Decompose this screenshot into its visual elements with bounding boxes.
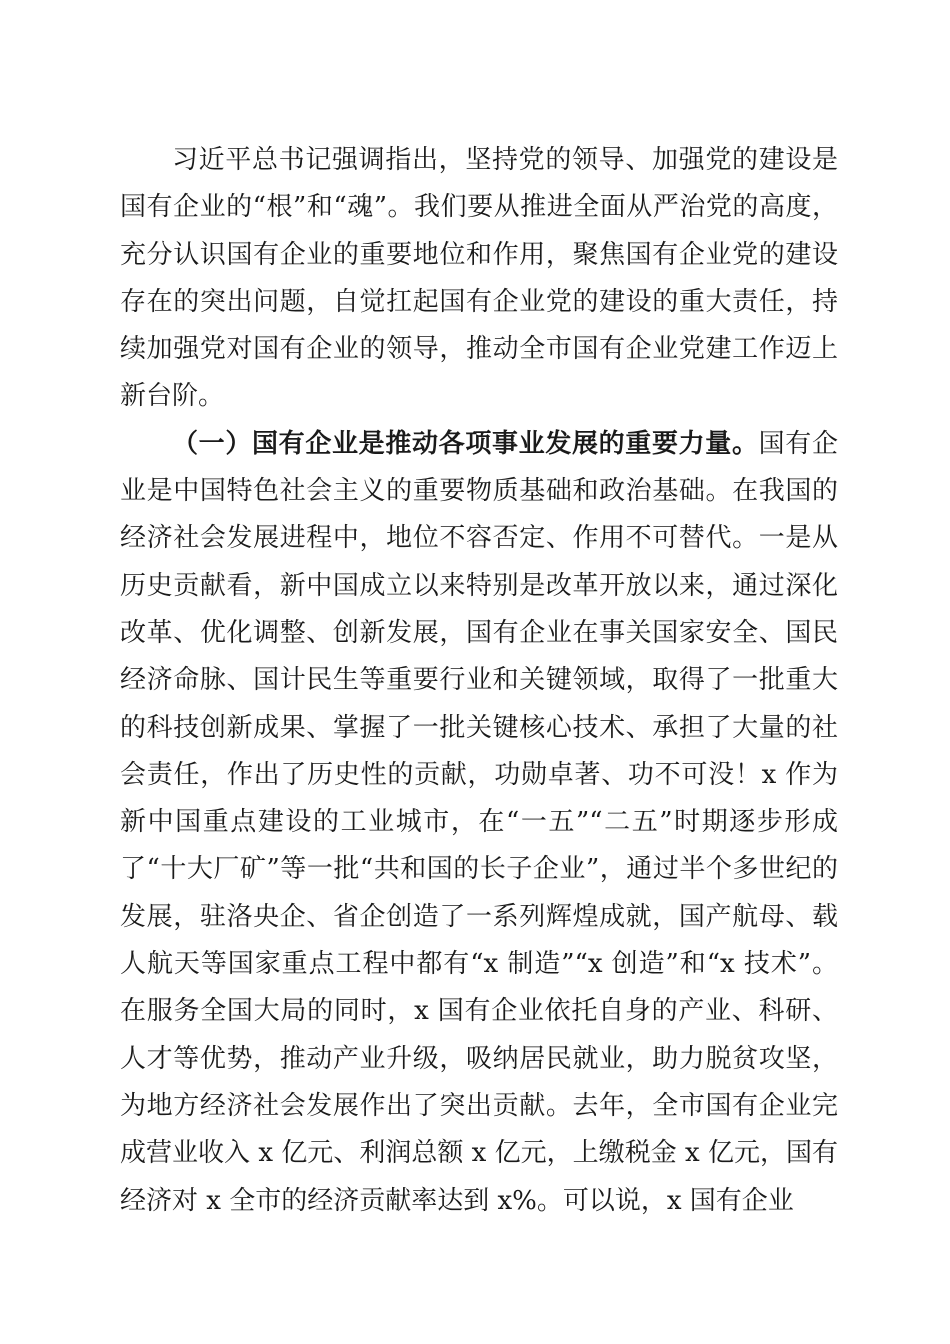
- section-1-body: 国有企业是中国特色社会主义的重要物质基础和政治基础。在我国的经济社会发展进程中，地位不容否定、作用不可替代。一是从历史贡献看，新中国成立以来特别是改革开放以来，通过深化改革、优化调整、创新发展，国有企业在事关国家安全、国民经济命脉、国计民生等重要行业和关键领域，取得了一批重大的科技创新成果、掌握了一批关键核心技术、承担了大量的社会责任，作出了历史性的贡献，功勋卓著、功不可没！x 作为新中国重点建设的工业城市，在“一五”“二五”时期逐步形成了“十大厂矿”等一批“共和国的长子企业”，通过半个多世纪的发展，驻洛央企、省企创造了一系列辉煌成就，国产航母、载人航天等国家重点工程中都有“x 制造”“x 创造”和“x 技术”。在服务全国大局的同时，x 国有企业依托自身的产业、科研、人才等优势，推动产业升级，吸纳居民就业，助力脱贫攻坚，为地方经济社会发展作出了突出贡献。去年，全市国有企业完成营业收入 x 亿元、利润总额 x 亿元，上缴税金 x 亿元，国有经济对 x 全市的经济贡献率达到 x%。可以说，x 国有企业: [120, 428, 838, 1216]
- document-body: [120, 137, 838, 1225]
- section-1-paragraph: [120, 421, 838, 1225]
- section-1-heading: （一）国有企业是推动各项事业发展的重要力量。: [172, 428, 759, 459]
- intro-paragraph: 习近平总书记强调指出，坚持党的领导、加强党的建设是国有企业的“根”和“魂”。我们要从推进全面从严治党的高度，充分认识国有企业的重要地位和作用，聚焦国有企业党的建设存在的突出问题，自觉扛起国有企业党的建设的重大责任，持续加强党对国有企业的领导，推动全市国有企业党建工作迈上新台阶。: [120, 145, 838, 412]
